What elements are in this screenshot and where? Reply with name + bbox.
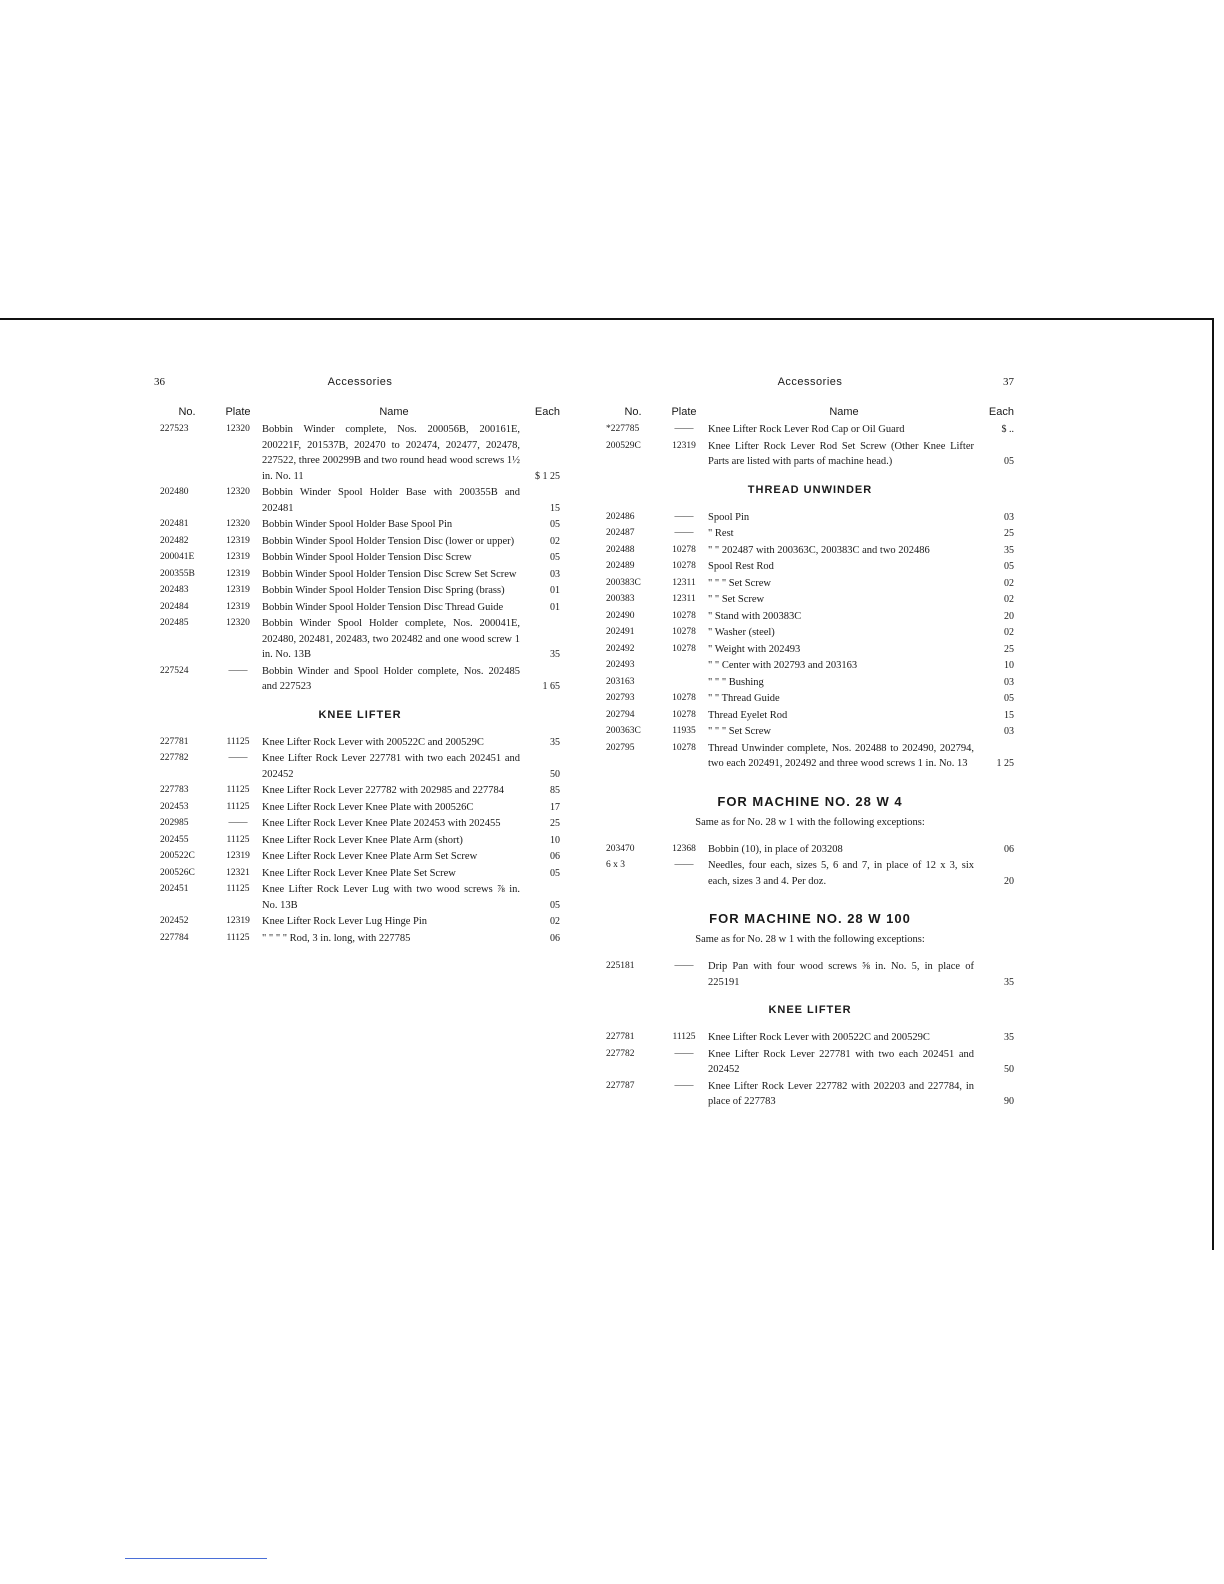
parts-list bbox=[606, 959, 1014, 990]
col-name: Name bbox=[379, 406, 409, 418]
price-each: 01 bbox=[550, 585, 560, 596]
price-each: 10 bbox=[1004, 660, 1014, 671]
table-row bbox=[606, 592, 1014, 608]
table-row bbox=[160, 664, 560, 695]
price-each: 03 bbox=[1004, 726, 1014, 737]
plate-number: 10278 bbox=[672, 544, 696, 555]
table-row bbox=[606, 708, 1014, 724]
part-number: 202485 bbox=[160, 618, 189, 628]
price-each: 05 bbox=[550, 899, 560, 911]
part-name: Bobbin Winder and Spool Holder complete, Nos. 202485 and 227523 bbox=[262, 665, 520, 692]
part-name: " " " Bushing bbox=[708, 676, 764, 688]
part-name: " Weight with 202493 bbox=[708, 643, 801, 655]
parts-list bbox=[160, 735, 560, 947]
plate-number: 12319 bbox=[226, 552, 250, 562]
plate-number: 12321 bbox=[226, 867, 250, 878]
part-number: 200383C bbox=[606, 577, 641, 588]
table-row bbox=[160, 931, 560, 947]
part-number: 202453 bbox=[160, 801, 189, 812]
part-number: 227787 bbox=[606, 1080, 635, 1091]
table-row bbox=[160, 600, 560, 616]
part-number: 202484 bbox=[160, 601, 189, 612]
part-number: 202493 bbox=[606, 660, 635, 670]
price-each: 01 bbox=[550, 601, 560, 613]
plate-number: 11125 bbox=[226, 785, 250, 795]
plate-number: —— bbox=[674, 511, 694, 522]
plate-number: 11125 bbox=[226, 834, 250, 845]
part-name: Bobbin Winder Spool Holder Tension Disc Thread Guide bbox=[262, 601, 504, 613]
part-number: 202486 bbox=[606, 511, 635, 522]
plate-number bbox=[660, 658, 708, 674]
plate-number: 12320 bbox=[226, 424, 250, 434]
table-row bbox=[160, 583, 560, 599]
table-row bbox=[606, 691, 1014, 707]
parts-list bbox=[606, 1030, 1014, 1110]
parts-list bbox=[606, 842, 1014, 890]
section-note: Same as for No. 28 w 1 with the following exceptions: bbox=[695, 934, 925, 945]
page-title: Accessories bbox=[327, 376, 393, 388]
table-row bbox=[160, 882, 560, 913]
col-name: Name bbox=[829, 406, 859, 418]
part-number: 202481 bbox=[160, 519, 189, 529]
part-name: Bobbin Winder Spool Holder Tension Disc Screw bbox=[262, 552, 472, 563]
part-name: Bobbin Winder Spool Holder Tension Disc Screw Set Screw bbox=[262, 568, 517, 580]
part-name: Bobbin Winder Spool Holder complete, Nos. 200041E, 202480, 202481, 202483, two 202482 and one wood screw 1 in. No. 13B bbox=[262, 618, 520, 660]
part-number: 202487 bbox=[606, 528, 635, 538]
part-name: Bobbin (10), in place of 203208 bbox=[708, 843, 843, 855]
right-page bbox=[606, 376, 1014, 1111]
part-name: Knee Lifter Rock Lever 227782 with 202203 and 227784, in place of 227783 bbox=[708, 1080, 974, 1107]
plate-number: 10278 bbox=[672, 643, 696, 654]
part-number: 202793 bbox=[606, 693, 635, 703]
price-each: 50 bbox=[550, 768, 560, 780]
plate-number: —— bbox=[674, 528, 694, 538]
price-each: 25 bbox=[1004, 528, 1014, 539]
part-name: " " " Set Screw bbox=[708, 577, 772, 589]
part-number: 202452 bbox=[160, 916, 189, 926]
part-number: 202488 bbox=[606, 544, 635, 555]
plate-number: —— bbox=[674, 961, 694, 971]
table-row bbox=[160, 422, 560, 484]
part-number: 227782 bbox=[606, 1048, 635, 1059]
plate-number: 11125 bbox=[226, 884, 250, 894]
plate-number: 12320 bbox=[226, 487, 250, 497]
table-row bbox=[160, 735, 560, 751]
plate-number: 12319 bbox=[226, 585, 250, 595]
price-each: 50 bbox=[1004, 1064, 1014, 1075]
price-each: 20 bbox=[1004, 875, 1014, 887]
plate-number: —— bbox=[674, 860, 694, 870]
plate-number: 10278 bbox=[672, 709, 696, 720]
price-each: 05 bbox=[1004, 693, 1014, 704]
part-number: 202985 bbox=[160, 818, 189, 828]
part-name: " " Thread Guide bbox=[708, 693, 780, 704]
part-number: 202490 bbox=[606, 610, 635, 621]
plate-number: —— bbox=[228, 753, 248, 763]
plate-number: 12319 bbox=[672, 440, 696, 451]
part-name: Knee Lifter Rock Lever with 200522C and 200529C bbox=[708, 1032, 930, 1043]
part-number: 227782 bbox=[160, 753, 189, 763]
part-number: 6 x 3 bbox=[606, 860, 625, 870]
table-row bbox=[606, 625, 1014, 641]
plate-number: 12311 bbox=[672, 594, 696, 604]
table-row bbox=[160, 783, 560, 799]
table-row bbox=[606, 422, 1014, 438]
table-row bbox=[606, 642, 1014, 658]
section-heading-knee-lifter: KNEE LIFTER bbox=[318, 708, 402, 721]
price-each: $ 1 25 bbox=[535, 470, 560, 482]
part-name: " Rest bbox=[708, 528, 734, 539]
part-number: 203163 bbox=[606, 676, 635, 687]
price-each: 05 bbox=[550, 552, 560, 563]
price-each: 1 25 bbox=[996, 758, 1014, 769]
price-each: 17 bbox=[550, 801, 560, 813]
table-row bbox=[606, 675, 1014, 691]
part-number: 202492 bbox=[606, 643, 635, 654]
part-name: " Stand with 200383C bbox=[708, 610, 802, 622]
part-name: Thread Eyelet Rod bbox=[708, 709, 788, 721]
price-each: 03 bbox=[1004, 511, 1014, 523]
table-row bbox=[160, 616, 560, 663]
part-name: Bobbin Winder Spool Holder Base Spool Pin bbox=[262, 519, 453, 530]
table-row bbox=[606, 576, 1014, 592]
plate-number: 10278 bbox=[672, 742, 696, 753]
plate-number: 10278 bbox=[672, 610, 696, 621]
table-row bbox=[606, 609, 1014, 625]
price-each: 03 bbox=[1004, 676, 1014, 688]
section-heading-machine-28w4: FOR MACHINE NO. 28 W 4 bbox=[717, 793, 903, 809]
table-row bbox=[606, 1047, 1014, 1078]
table-row bbox=[606, 1079, 1014, 1110]
table-row bbox=[606, 658, 1014, 674]
plate-number: 12319 bbox=[226, 601, 250, 612]
price-each: 15 bbox=[550, 502, 560, 514]
part-name: Bobbin Winder Spool Holder Tension Disc (lower or upper) bbox=[262, 535, 515, 547]
plate-number: 10278 bbox=[672, 561, 696, 571]
part-number: 227783 bbox=[160, 785, 189, 795]
price-each: 35 bbox=[1004, 544, 1014, 556]
part-number: 227524 bbox=[160, 665, 189, 676]
part-number: 225181 bbox=[606, 961, 635, 971]
part-name: Needles, four each, sizes 5, 6 and 7, in place of 12 x 3, six each, sizes 3 and 4. Per doz. bbox=[708, 860, 974, 887]
part-name: Knee Lifter Rock Lever Rod Set Screw (Other Knee Lifter Parts are listed with parts of machine head.) bbox=[708, 440, 974, 467]
price-each: 20 bbox=[1004, 610, 1014, 622]
part-name: Knee Lifter Rock Lever 227781 with two each 202451 and 202452 bbox=[708, 1048, 974, 1075]
plate-number: —— bbox=[228, 665, 248, 676]
price-each: 05 bbox=[550, 519, 560, 530]
plate-number: —— bbox=[228, 818, 248, 828]
plate-number: —— bbox=[674, 424, 694, 434]
part-name: Knee Lifter Rock Lever Knee Plate Arm Set Screw bbox=[262, 851, 478, 862]
col-plate: Plate bbox=[225, 406, 251, 418]
plate-number: 12311 bbox=[672, 577, 696, 588]
part-name: Bobbin Winder complete, Nos. 200056B, 200161E, 200221F, 201537B, 202470 to 202474, 202477, 202478, 227522, three 200299B and two round head wood screws 1½ in. No. 11 bbox=[262, 424, 520, 482]
table-row bbox=[160, 914, 560, 930]
price-each: 06 bbox=[550, 932, 560, 944]
price-each: 35 bbox=[1004, 1032, 1014, 1043]
part-name: Knee Lifter Rock Lever 227781 with two each 202451 and 202452 bbox=[262, 753, 520, 780]
price-each: 35 bbox=[1004, 976, 1014, 988]
price-each: 02 bbox=[1004, 594, 1014, 605]
plate-number bbox=[660, 675, 708, 691]
price-each: 05 bbox=[1004, 456, 1014, 467]
page-header bbox=[606, 376, 1014, 394]
plate-number: 11125 bbox=[672, 1032, 696, 1042]
table-row bbox=[606, 842, 1014, 858]
price-each: 15 bbox=[1004, 709, 1014, 721]
plate-number: 11125 bbox=[226, 736, 250, 747]
part-name: Knee Lifter Rock Lever Lug Hinge Pin bbox=[262, 916, 428, 927]
part-name: Drip Pan with four wood screws ⅝ in. No. 5, in place of 225191 bbox=[708, 961, 974, 988]
part-name: Knee Lifter Rock Lever Rod Cap or Oil Guard bbox=[708, 424, 905, 435]
part-name: " " 202487 with 200363C, 200383C and two 202486 bbox=[708, 544, 930, 556]
price-each: 25 bbox=[1004, 643, 1014, 655]
part-name: Knee Lifter Rock Lever Knee Plate with 200526C bbox=[262, 801, 474, 813]
table-row bbox=[160, 816, 560, 832]
section-heading-thread-unwinder: THREAD UNWINDER bbox=[747, 483, 873, 496]
price-each: 06 bbox=[550, 851, 560, 862]
table-row bbox=[606, 1030, 1014, 1046]
part-name: " " " " Rod, 3 in. long, with 227785 bbox=[262, 932, 411, 944]
part-name: " " Center with 202793 and 203163 bbox=[708, 660, 858, 671]
price-each: 02 bbox=[550, 535, 560, 547]
part-number: 200383 bbox=[606, 594, 635, 604]
price-each: 35 bbox=[550, 736, 560, 748]
plate-number: 10278 bbox=[672, 693, 696, 703]
table-row bbox=[160, 485, 560, 516]
page-header bbox=[154, 376, 560, 394]
section-note: Same as for No. 28 w 1 with the following exceptions: bbox=[695, 816, 925, 828]
price-each: 02 bbox=[1004, 577, 1014, 589]
part-number: 202491 bbox=[606, 627, 635, 637]
price-each: 1 65 bbox=[542, 681, 560, 692]
price-each: 05 bbox=[1004, 561, 1014, 572]
table-row bbox=[160, 550, 560, 566]
part-number: 200355B bbox=[160, 568, 195, 579]
part-number: *227785 bbox=[606, 424, 640, 434]
table-row bbox=[606, 858, 1014, 889]
part-number: 202482 bbox=[160, 535, 189, 546]
part-number: 202483 bbox=[160, 585, 189, 595]
table-row bbox=[160, 866, 560, 882]
table-row bbox=[606, 741, 1014, 772]
part-number: 227523 bbox=[160, 424, 189, 434]
table-row bbox=[606, 510, 1014, 526]
plate-number: 11125 bbox=[226, 801, 250, 812]
part-number: 200363C bbox=[606, 726, 641, 736]
part-number: 227781 bbox=[160, 736, 189, 747]
part-name: Knee Lifter Rock Lever Lug with two wood screws ⅞ in. No. 13B bbox=[262, 884, 520, 911]
plate-number: 12319 bbox=[226, 535, 250, 546]
table-row bbox=[160, 849, 560, 865]
table-row bbox=[160, 800, 560, 816]
part-name: Bobbin Winder Spool Holder Base with 200355B and 202481 bbox=[262, 487, 520, 514]
column-headers bbox=[606, 406, 1014, 418]
price-each: 03 bbox=[550, 568, 560, 580]
plate-number: 12320 bbox=[226, 519, 250, 529]
col-no: No. bbox=[178, 406, 196, 418]
part-name: Knee Lifter Rock Lever Knee Plate 202453 with 202455 bbox=[262, 818, 501, 829]
part-number: 202794 bbox=[606, 709, 635, 720]
part-number: 203470 bbox=[606, 843, 635, 854]
part-number: 200041E bbox=[160, 552, 195, 562]
plate-number: 11935 bbox=[672, 726, 696, 736]
part-number: 227781 bbox=[606, 1032, 635, 1042]
price-each: 02 bbox=[1004, 627, 1014, 638]
plate-number: 11125 bbox=[226, 932, 250, 943]
part-name: " " Set Screw bbox=[708, 594, 765, 605]
part-name: Knee Lifter Rock Lever 227782 with 202985 and 227784 bbox=[262, 785, 505, 796]
price-each: 90 bbox=[1004, 1096, 1014, 1107]
part-name: Knee Lifter Rock Lever Knee Plate Arm (short) bbox=[262, 834, 463, 846]
part-name: Spool Pin bbox=[708, 511, 750, 523]
part-number: 202451 bbox=[160, 884, 189, 894]
part-name: Knee Lifter Rock Lever Knee Plate Set Screw bbox=[262, 867, 456, 879]
left-page bbox=[154, 376, 560, 947]
col-each: Each bbox=[534, 406, 560, 418]
table-row bbox=[606, 439, 1014, 470]
plate-number: 12319 bbox=[226, 916, 250, 926]
table-row bbox=[606, 959, 1014, 990]
page-number: 36 bbox=[154, 376, 165, 388]
price-each: 10 bbox=[550, 834, 560, 846]
price-each: 85 bbox=[550, 785, 560, 796]
table-row bbox=[160, 517, 560, 533]
part-number: 200526C bbox=[160, 867, 195, 878]
part-number: 202489 bbox=[606, 561, 635, 571]
part-number: 227784 bbox=[160, 932, 189, 943]
link-underline-mark bbox=[125, 1558, 267, 1559]
table-row bbox=[606, 559, 1014, 575]
plate-number: —— bbox=[674, 1080, 694, 1091]
section-heading-knee-lifter: KNEE LIFTER bbox=[768, 1004, 852, 1016]
part-name: Thread Unwinder complete, Nos. 202488 to 202490, 202794, two each 202491, 202492 and three wood screws 1 in. No. 13 bbox=[708, 742, 974, 769]
column-headers bbox=[160, 406, 560, 418]
price-each: 05 bbox=[550, 867, 560, 879]
plate-number: 12320 bbox=[226, 618, 250, 628]
part-name: Knee Lifter Rock Lever with 200522C and 200529C bbox=[262, 736, 484, 748]
section-heading-machine-28w100: FOR MACHINE NO. 28 W 100 bbox=[709, 911, 911, 926]
part-number: 200529C bbox=[606, 440, 641, 451]
price-each: 35 bbox=[550, 649, 560, 660]
price-each: 02 bbox=[550, 916, 560, 927]
parts-list bbox=[606, 422, 1014, 470]
plate-number: —— bbox=[674, 1048, 694, 1059]
plate-number: 10278 bbox=[672, 627, 696, 637]
plate-number: 12368 bbox=[672, 843, 696, 854]
part-number: 202795 bbox=[606, 742, 635, 753]
parts-list bbox=[160, 422, 560, 695]
table-row bbox=[606, 543, 1014, 559]
table-row bbox=[606, 724, 1014, 740]
col-no: No. bbox=[624, 406, 642, 418]
plate-number: 12319 bbox=[226, 568, 250, 579]
part-number: 202455 bbox=[160, 834, 189, 845]
table-row bbox=[160, 751, 560, 782]
table-row bbox=[160, 567, 560, 583]
price-each: 25 bbox=[550, 818, 560, 829]
page-number: 37 bbox=[1003, 376, 1014, 388]
page-title: Accessories bbox=[777, 376, 843, 388]
part-number: 200522C bbox=[160, 851, 195, 861]
plate-number: 12319 bbox=[226, 851, 250, 861]
price-each: $ .. bbox=[1001, 424, 1014, 435]
parts-list bbox=[606, 510, 1014, 772]
price-each: 06 bbox=[1004, 843, 1014, 855]
col-each: Each bbox=[988, 406, 1014, 418]
col-plate: Plate bbox=[671, 406, 697, 418]
table-row bbox=[160, 833, 560, 849]
table-row bbox=[606, 526, 1014, 542]
part-number: 202480 bbox=[160, 487, 189, 497]
part-name: Bobbin Winder Spool Holder Tension Disc Spring (brass) bbox=[262, 585, 505, 596]
part-name: " " " Set Screw bbox=[708, 726, 772, 737]
part-name: " Washer (steel) bbox=[708, 627, 775, 638]
table-row bbox=[160, 534, 560, 550]
part-name: Spool Rest Rod bbox=[708, 561, 774, 572]
